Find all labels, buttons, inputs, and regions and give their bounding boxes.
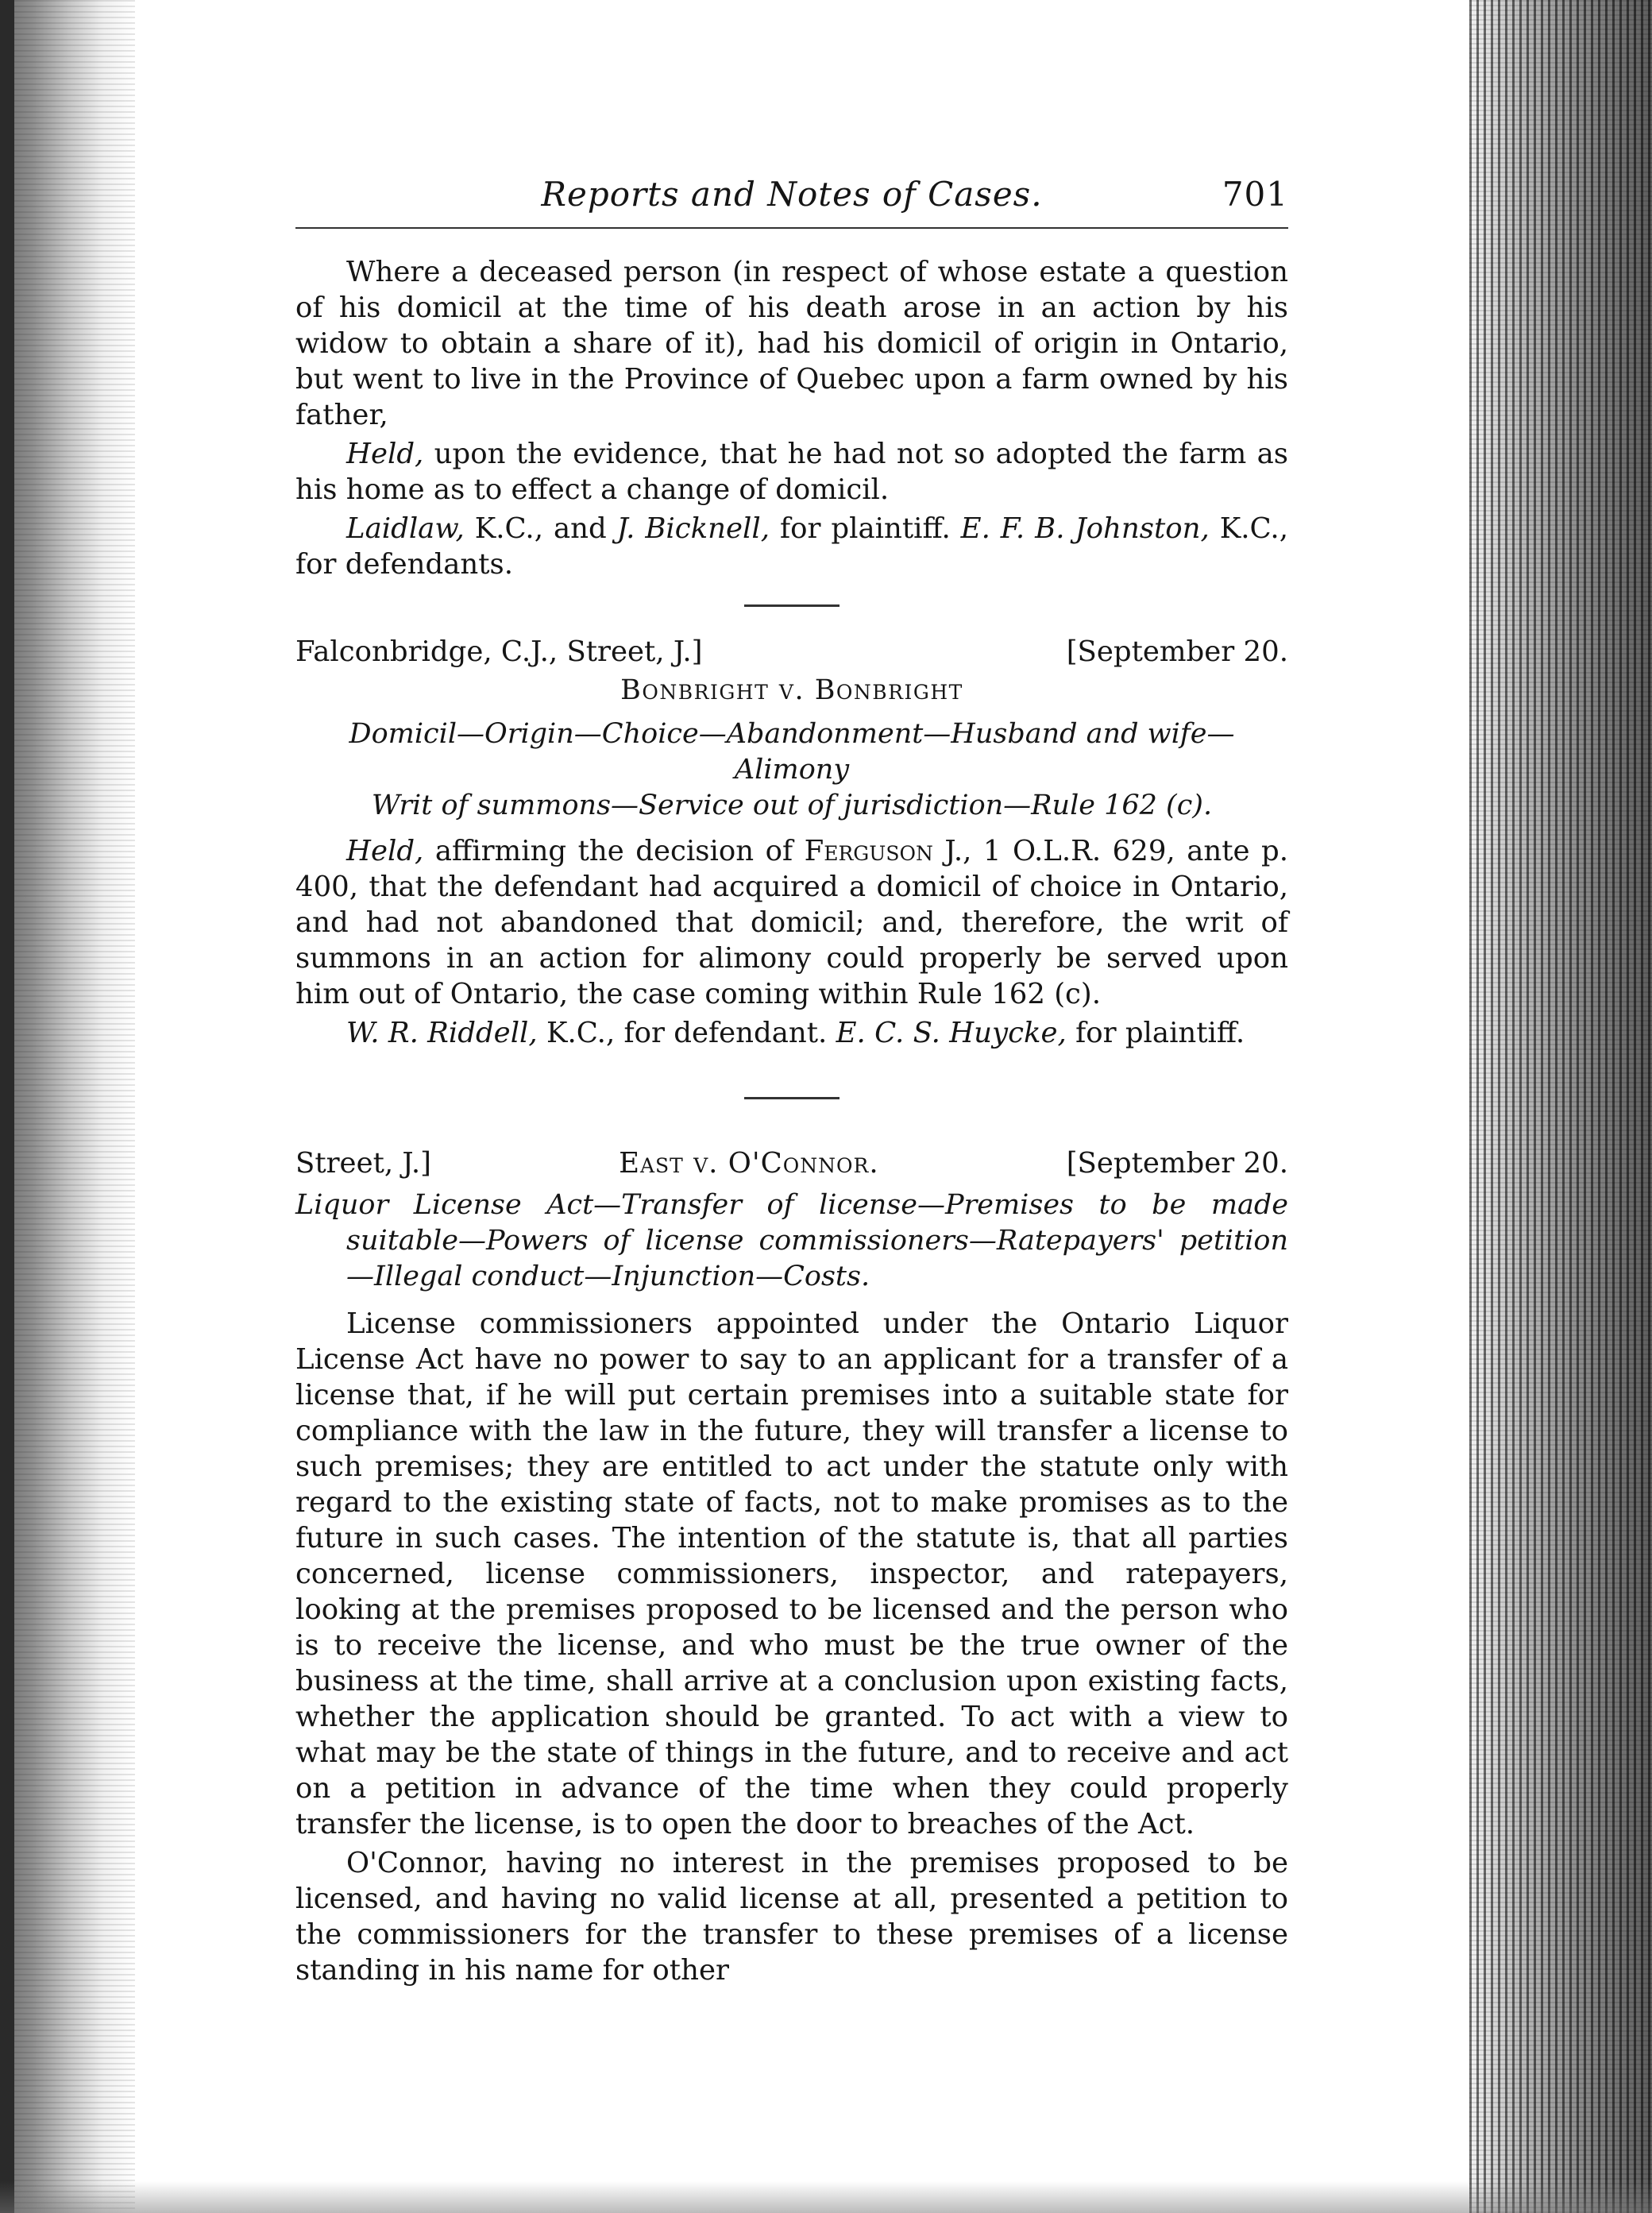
case3-judge: Street, J.]: [295, 1147, 432, 1180]
counsel-name: E. C. S. Huycke,: [836, 1017, 1067, 1049]
running-head: Reports and Notes of Cases.: [541, 175, 1043, 214]
held-text: J., 1 O.L.R. 629, ante p. 400, that the defendant had acquired a domicil of choice in Ontario, and had not abandoned that domicil; and, therefore, the writ of summons in an action for alimony could properly be served upon him out of Ontario, the case coming within Rule 162 (c).: [295, 835, 1289, 1010]
counsel-name: J. Bicknell,: [616, 512, 770, 545]
judge-name: Ferguson: [804, 835, 933, 867]
case2-court-line: [295, 634, 1288, 670]
case2-held-paragraph: [295, 833, 1288, 1012]
case3-paragraph: License commissioners appointed under the Ontario Liquor License Act have no power to say to an applicant for a transfer of a license that, if he will put certain premises into a suitable state for compliance with the law in the future, they will transfer a license to such premises; they are entitled to act under the statute only with regard to the existing state of facts, not to make promises as to the future in such cases. The intention of the statute is, that all parties concerned, license commissioners, inspector, and ratepayers, looking at the premises proposed to be licensed and the person who is to receive the license, and who must be the true owner of the business at the time, shall arrive at a conclusion upon existing facts, whether the application should be granted. To act with a view to what may be the state of things in the future, and to receive and act on a petition in advance of the time when they could properly transfer the license, is to open the door to breaches of the Act.: [295, 1307, 1288, 1840]
case-separator: [744, 604, 840, 607]
case3-title: East v. O'Connor.: [619, 1147, 879, 1180]
counsel-text: for plaintiff.: [770, 512, 961, 545]
case1-held-paragraph: [295, 436, 1288, 508]
case-separator: [744, 1097, 840, 1099]
case3-paragraph: O'Connor, having no interest in the premises proposed to be licensed, and having no valid license at all, presented a petition to the commissioners for the transfer to these premises of a license standing in his name for other: [295, 1847, 1288, 1987]
held-text: upon the evidence, that he had not so adopted the farm as his home as to effect a change of domicil.: [295, 438, 1288, 506]
scan-edge-left: [0, 0, 14, 2213]
held-text: affirming the decision of: [423, 835, 805, 867]
counsel-name: E. F. B. Johnston,: [960, 512, 1210, 545]
case2-judges: Falconbridge, C.J., Street, J.]: [295, 635, 703, 668]
counsel-name: W. R. Riddell,: [346, 1017, 538, 1049]
case2-date: [September 20.: [1066, 635, 1288, 668]
scan-page-stack-right: [1469, 0, 1652, 2213]
scan-shadow-bottom: [0, 2181, 1652, 2213]
case3-court-line: [295, 1145, 1288, 1181]
counsel-text: K.C., and: [464, 512, 617, 545]
headnote-line: Domicil—Origin—Choice—Abandonment—Husband and wife—Alimony: [349, 718, 1235, 786]
held-label: Held,: [346, 835, 424, 867]
page-number: 701: [1222, 175, 1288, 214]
case1-counsel: [295, 511, 1288, 582]
case2-headnote: [295, 716, 1288, 824]
counsel-text: K.C., for defendant.: [537, 1017, 836, 1049]
counsel-text: for plaintiff.: [1066, 1017, 1245, 1049]
case3-date: [September 20.: [1066, 1147, 1288, 1180]
scan-shadow-left: [0, 0, 135, 2213]
page-header: [295, 151, 1288, 227]
case2-counsel: [295, 1015, 1288, 1051]
case2-title: Bonbright v. Bonbright: [620, 674, 963, 706]
case3-headnote: Liquor License Act—Transfer of license—Premises to be made suitable—Powers of license commissioners—Ratepayers' petition—Illegal conduct—Injunction—Costs.: [295, 1189, 1288, 1292]
case1-paragraph: Where a deceased person (in respect of whose estate a question of his domicil at the time of his death arose in an action by his widow to obtain a share of it), had his domicil of origin in Ontario, but went to live in the Province of Quebec upon a farm owned by his father,: [295, 256, 1288, 431]
held-label: Held,: [346, 438, 424, 470]
page-body: [295, 227, 1288, 1988]
book-page: [295, 151, 1288, 1988]
header-rule: [295, 227, 1288, 229]
counsel-text: K.C., for defendants.: [295, 512, 1288, 581]
counsel-name: Laidlaw,: [346, 512, 465, 545]
headnote-line: Writ of summons—Service out of jurisdiction—Rule 162 (c).: [371, 790, 1213, 821]
